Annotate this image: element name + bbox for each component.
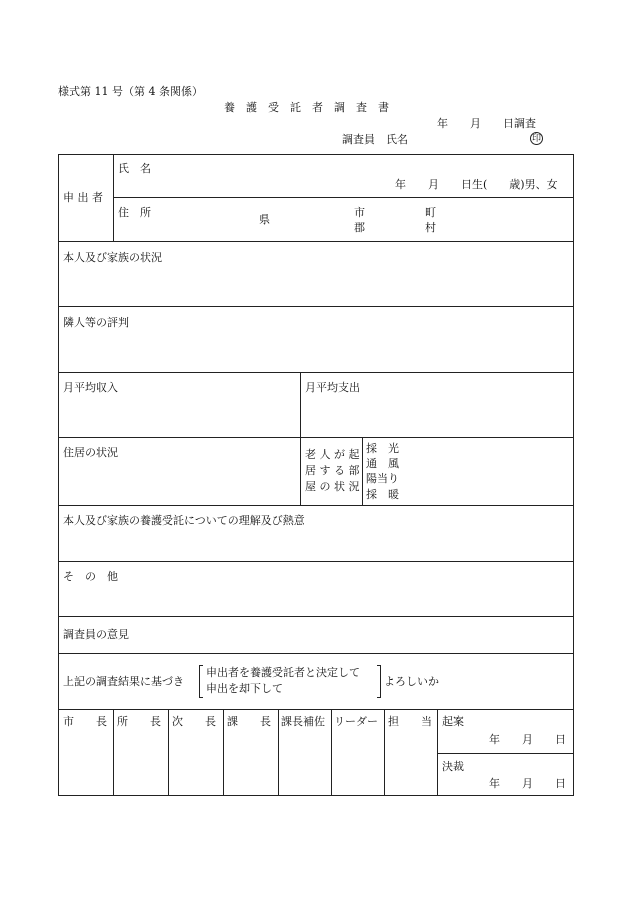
monthly-expense-label: 月平均支出 [305,381,360,394]
name-label: 氏 名 [118,162,151,175]
divider-applicant [58,241,574,242]
survey-date-line: 年 月 日調査 [437,117,536,130]
village-label: 村 [425,221,436,234]
approval-assistant-chief: 課長補佐 [281,715,325,728]
housing-label: 住居の状況 [63,446,118,459]
room-heating-label: 採 暖 [366,488,399,501]
neighbor-reputation-label: 隣人等の評判 [63,316,129,329]
divider-income [58,437,574,438]
divider-approval-2 [168,709,169,796]
divider-understanding [58,561,574,562]
decision-prefix: 上記の調査結果に基づき [63,675,184,688]
form-number: 様式第 11 号（第 4 条関係） [58,85,203,98]
divider-decision [58,709,574,710]
approval-leader: リーダー [334,715,378,728]
family-status-label: 本人及び家族の状況 [63,251,162,264]
approval-mayor: 市 長 [63,715,107,728]
birth-line: 年 月 日生( 歳)男、女 [395,178,558,191]
divider-opinion [58,653,574,654]
elder-room-label-2: 居 す る 部 [305,464,360,477]
approval-section-chief: 課 長 [227,715,271,728]
approval-deputy: 次 長 [172,715,216,728]
monthly-income-label: 月平均収入 [63,381,118,394]
final-decision-label: 決裁 [442,760,464,773]
county-label: 郡 [354,221,365,234]
divider-neighbor [58,372,574,373]
divider-approval-1 [113,709,114,796]
divider-name-address [113,197,574,198]
investigator-opinion-label: 調査員の意見 [63,628,129,641]
draft-label: 起案 [442,715,464,728]
divider-approval-4 [278,709,279,796]
city-label: 市 [354,206,365,219]
decision-option-reject: 申出を却下して [206,682,283,695]
divider-other [58,616,574,617]
room-ventilation-label: 通 風 [366,457,399,470]
room-lighting-label: 採 光 [366,442,399,455]
final-decision-date: 年 月 日 [489,777,566,790]
draft-date: 年 月 日 [489,733,566,746]
divider-approval-3 [223,709,224,796]
divider-approval-7 [437,709,438,796]
document-title: 養 護 受 託 者 調 査 書 [224,101,389,114]
investigator-name-label: 調査員 氏名 [342,133,408,146]
town-label: 町 [425,206,436,219]
divider-room-conditions [362,437,363,505]
approval-in-charge: 担 当 [388,715,432,728]
approval-director: 所 長 [117,715,161,728]
other-label: そ の 他 [63,570,118,583]
divider-approval-6 [384,709,385,796]
prefecture-label: 県 [259,213,270,226]
decision-option-approve: 申出者を養護受託者と決定して [206,666,360,679]
divider-draft-decision [437,753,574,754]
address-label: 住 所 [118,206,151,219]
applicant-label: 申 出 者 [63,191,103,204]
elder-room-label-3: 屋 の 状 況 [305,480,360,493]
divider-income-expense [300,372,301,505]
understanding-label: 本人及び家族の養護受託についての理解及び熱意 [63,514,305,527]
divider-applicant-col [113,154,114,241]
decision-suffix: よろしいか [384,675,439,688]
room-sunlight-label: 陽当り [366,472,399,485]
seal-mark: 印 [531,134,541,144]
left-bracket [199,665,203,698]
divider-housing [58,505,574,506]
divider-family [58,306,574,307]
right-bracket [377,665,381,698]
divider-approval-5 [331,709,332,796]
elder-room-label-1: 老 人 が 起 [305,448,360,461]
